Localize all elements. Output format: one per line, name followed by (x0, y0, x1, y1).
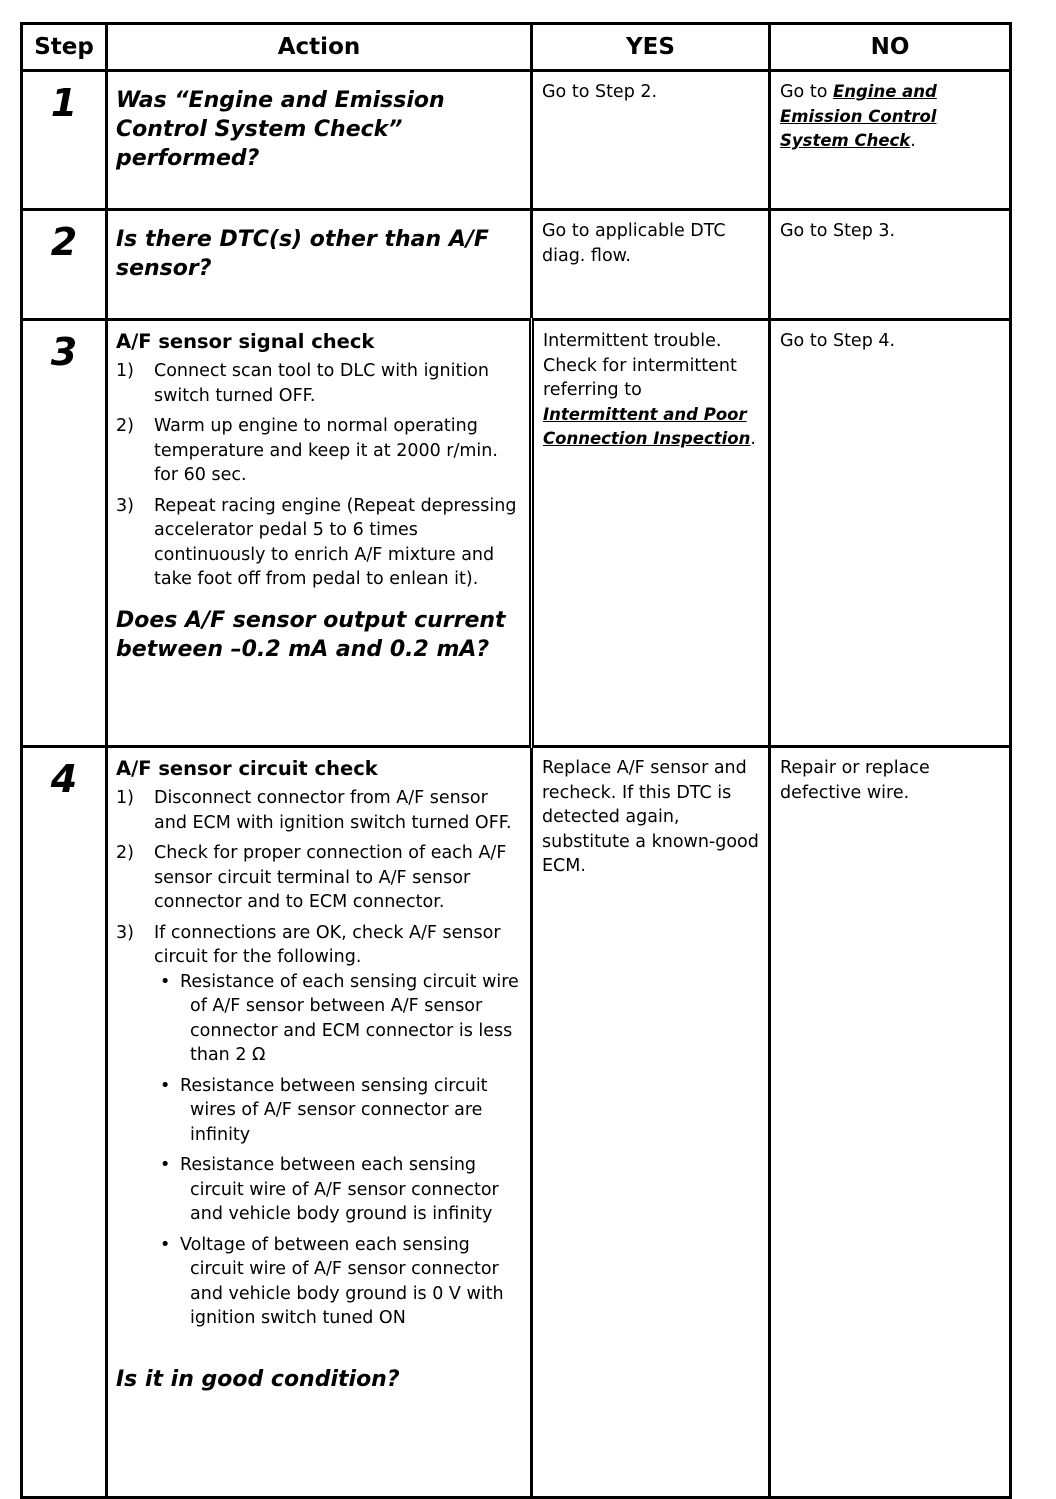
action-steps (116, 359, 521, 592)
bullet-text: Resistance between sensing circuit wires of A/F sensor connector are infinity (180, 1075, 488, 1145)
list-item (116, 921, 522, 1331)
item-number: 2) (116, 843, 134, 863)
action-title: A/F sensor signal check (116, 330, 375, 353)
bullet-text: Voltage of between each sensing circuit wire of A/F sensor connector and vehicle body ground is 0 V with ignition switch tuned ON (180, 1234, 504, 1328)
item-text: Check for proper connection of each A/F sensor circuit terminal to A/F sensor connector and to ECM connector. (154, 843, 507, 912)
bullet-text: Resistance of each sensing circuit wire of A/F sensor between A/F sensor connector and ECM connector is less than 2 Ω (180, 971, 519, 1065)
item-number: 2) (116, 416, 134, 436)
step-question: Is it in good condition? (116, 1366, 400, 1392)
no-cell (770, 71, 1011, 210)
yes-cell: Go to Step 2. (532, 71, 770, 210)
table-row (22, 320, 1011, 747)
bullet-icon: • (160, 1234, 171, 1255)
no-suffix: . (910, 131, 916, 151)
header-row (22, 24, 1011, 71)
item-number: 1) (116, 361, 134, 381)
list-item (116, 494, 521, 592)
bullet-icon: • (160, 1075, 171, 1096)
bullet-text: Resistance between each sensing circuit wire of A/F sensor connector and vehicle body ground is infinity (180, 1155, 499, 1224)
table-row (22, 210, 1011, 320)
header-action: Action (107, 24, 532, 71)
step-number: 3 (22, 320, 107, 747)
bullet-item (154, 1074, 522, 1148)
item-text: Disconnect connector from A/F sensor and ECM with ignition switch turned OFF. (154, 788, 512, 833)
yes-cell: Replace A/F sensor and recheck. If this DTC is detected again, substitute a known-good ECM. (532, 747, 770, 1498)
action-cell (107, 747, 532, 1498)
engine-emission-check-link[interactable]: Engine and Emission Control System Check (780, 82, 937, 150)
no-cell: Go to Step 4. (770, 320, 1011, 747)
list-item (116, 786, 522, 835)
item-text: If connections are OK, check A/F sensor circuit for the following. (154, 922, 501, 967)
step-number: 4 (22, 747, 107, 1498)
step-question: Does A/F sensor output current between –0.2 mA and 0.2 mA? (116, 607, 506, 662)
step-question: Was “Engine and Emission Control System Check” performed? (107, 71, 532, 210)
check-bullets (154, 970, 522, 1331)
step-number: 2 (22, 210, 107, 320)
table-row (22, 747, 1011, 1498)
table-row (22, 71, 1011, 210)
no-text: Go to (780, 82, 833, 102)
bullet-item (154, 970, 522, 1068)
item-number: 1) (116, 788, 134, 808)
intermittent-inspection-link[interactable]: Intermittent and Poor Connection Inspection (543, 404, 751, 448)
bullet-icon: • (160, 971, 171, 992)
step-question: Is there DTC(s) other than A/F sensor? (107, 210, 532, 320)
diagnostic-table (20, 22, 1012, 1499)
action-steps (116, 786, 522, 1331)
action-cell (107, 320, 532, 747)
action-title: A/F sensor circuit check (116, 757, 378, 780)
item-text: Warm up engine to normal operating temperature and keep it at 2000 r/min. for 60 sec. (154, 416, 498, 485)
item-text: Connect scan tool to DLC with ignition switch turned OFF. (154, 361, 490, 406)
bullet-icon: • (160, 1155, 171, 1175)
no-cell: Go to Step 3. (770, 210, 1011, 320)
bullet-item (154, 1233, 522, 1331)
bullet-item (154, 1153, 522, 1227)
yes-cell: Go to applicable DTC diag. flow. (532, 210, 770, 320)
list-item (116, 414, 521, 488)
header-yes: YES (532, 24, 770, 71)
step-number: 1 (22, 71, 107, 210)
item-number: 3) (116, 495, 134, 516)
header-step: Step (22, 24, 107, 71)
item-text: Repeat racing engine (Repeat depressing accelerator pedal 5 to 6 times continuously to enrich A/F mixture and take foot off from pedal to enlean it). (154, 495, 517, 589)
no-cell: Repair or replace defective wire. (770, 747, 1011, 1498)
yes-suffix: . (750, 429, 756, 449)
header-no: NO (770, 24, 1011, 71)
list-item (116, 359, 521, 408)
list-item (116, 841, 522, 915)
item-number: 3) (116, 922, 134, 943)
yes-cell (532, 320, 770, 747)
yes-text: Intermittent trouble. Check for intermittent referring to (543, 331, 737, 400)
